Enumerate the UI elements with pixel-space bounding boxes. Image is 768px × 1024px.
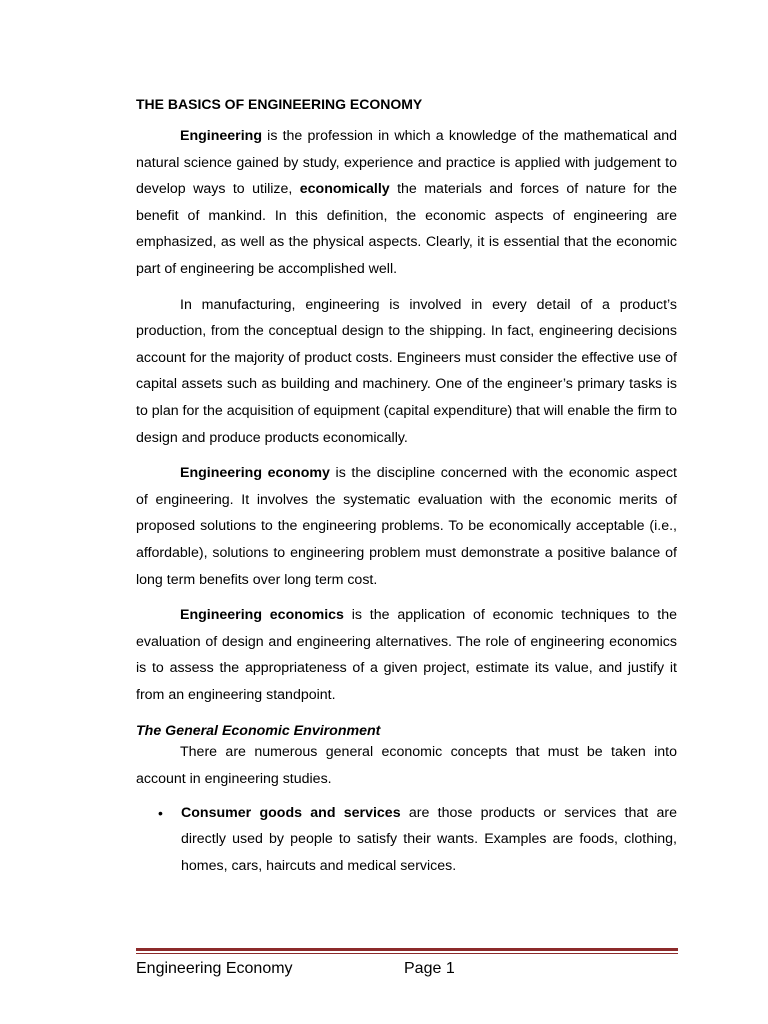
page-footer [136,958,678,980]
bullet-list [136,800,677,880]
footer-divider-thin [136,953,678,954]
section-heading: The General Economic Environment [136,723,381,740]
list-item [136,800,677,880]
term-engineering: Engineering [180,128,262,144]
paragraph-intro: There are numerous general economic concepts that must be taken into account in engineering studies. [136,744,677,788]
term-engineering-economics: Engineering economics [180,607,344,624]
document-title: THE BASICS OF ENGINEERING ECONOMY [136,96,423,112]
paragraph-text: is the profession in which a knowledge of the mathematical and natural science gained by study, experience and practice is applied with judgement to develop ways to utilize, [136,128,677,198]
term-consumer-goods: Consumer goods and services [181,804,401,821]
footer-divider-thick [136,948,678,951]
term-economically: economically [299,181,390,198]
paragraph-engineering-definition [136,123,677,283]
paragraph-text: the materials and forces of nature for the benefit of mankind. In this definition, the economic aspects of engineering are emphasized, as well as the physical aspects. Clearly, it is essential that the economic part of engineering be accomplished well. [136,181,677,277]
term-engineering-economy: Engineering economy [180,465,330,482]
footer-page-number: Page 1 [404,960,455,977]
bullet-icon: • [158,804,163,821]
paragraph-engineering-economy [136,460,677,593]
paragraph-text: is the discipline concerned with the economic aspect of engineering. It involves the systematic evaluation with the economic merits of proposed solutions to the engineering problems. To be economically acceptable (i.e., affordable), solutions to engineering problem must demonstrate a positive balance of long term benefits over long term cost. [136,465,677,588]
document-body [136,94,677,879]
paragraph-text: In manufacturing, engineering is involved in every detail of a product’s production, from the conceptual design to the shipping. In fact, engineering decisions account for the majority of product costs. Engineers must consider the effective use of capital assets such as building and machinery. One of the engineer’s primary tasks is to plan for the acquisition of equipment (capital expenditure) that will enable the firm to design and produce products economically. [136,296,678,446]
list-item-text: are those products or services that are directly used by people to satisfy their wants. Examples are foods, clothing, homes, cars, haircuts and medical services. [181,804,677,874]
footer-document-title: Engineering Economy [136,960,293,977]
paragraph-text: is the application of economic techniques to the evaluation of design and engineering alternatives. The role of engineering economics is to assess the appropriateness of a given project, estimate its value, and justify it from an engineering standpoint. [136,607,677,703]
paragraph-engineering-economics [136,602,677,708]
paragraph-manufacturing [136,292,677,452]
